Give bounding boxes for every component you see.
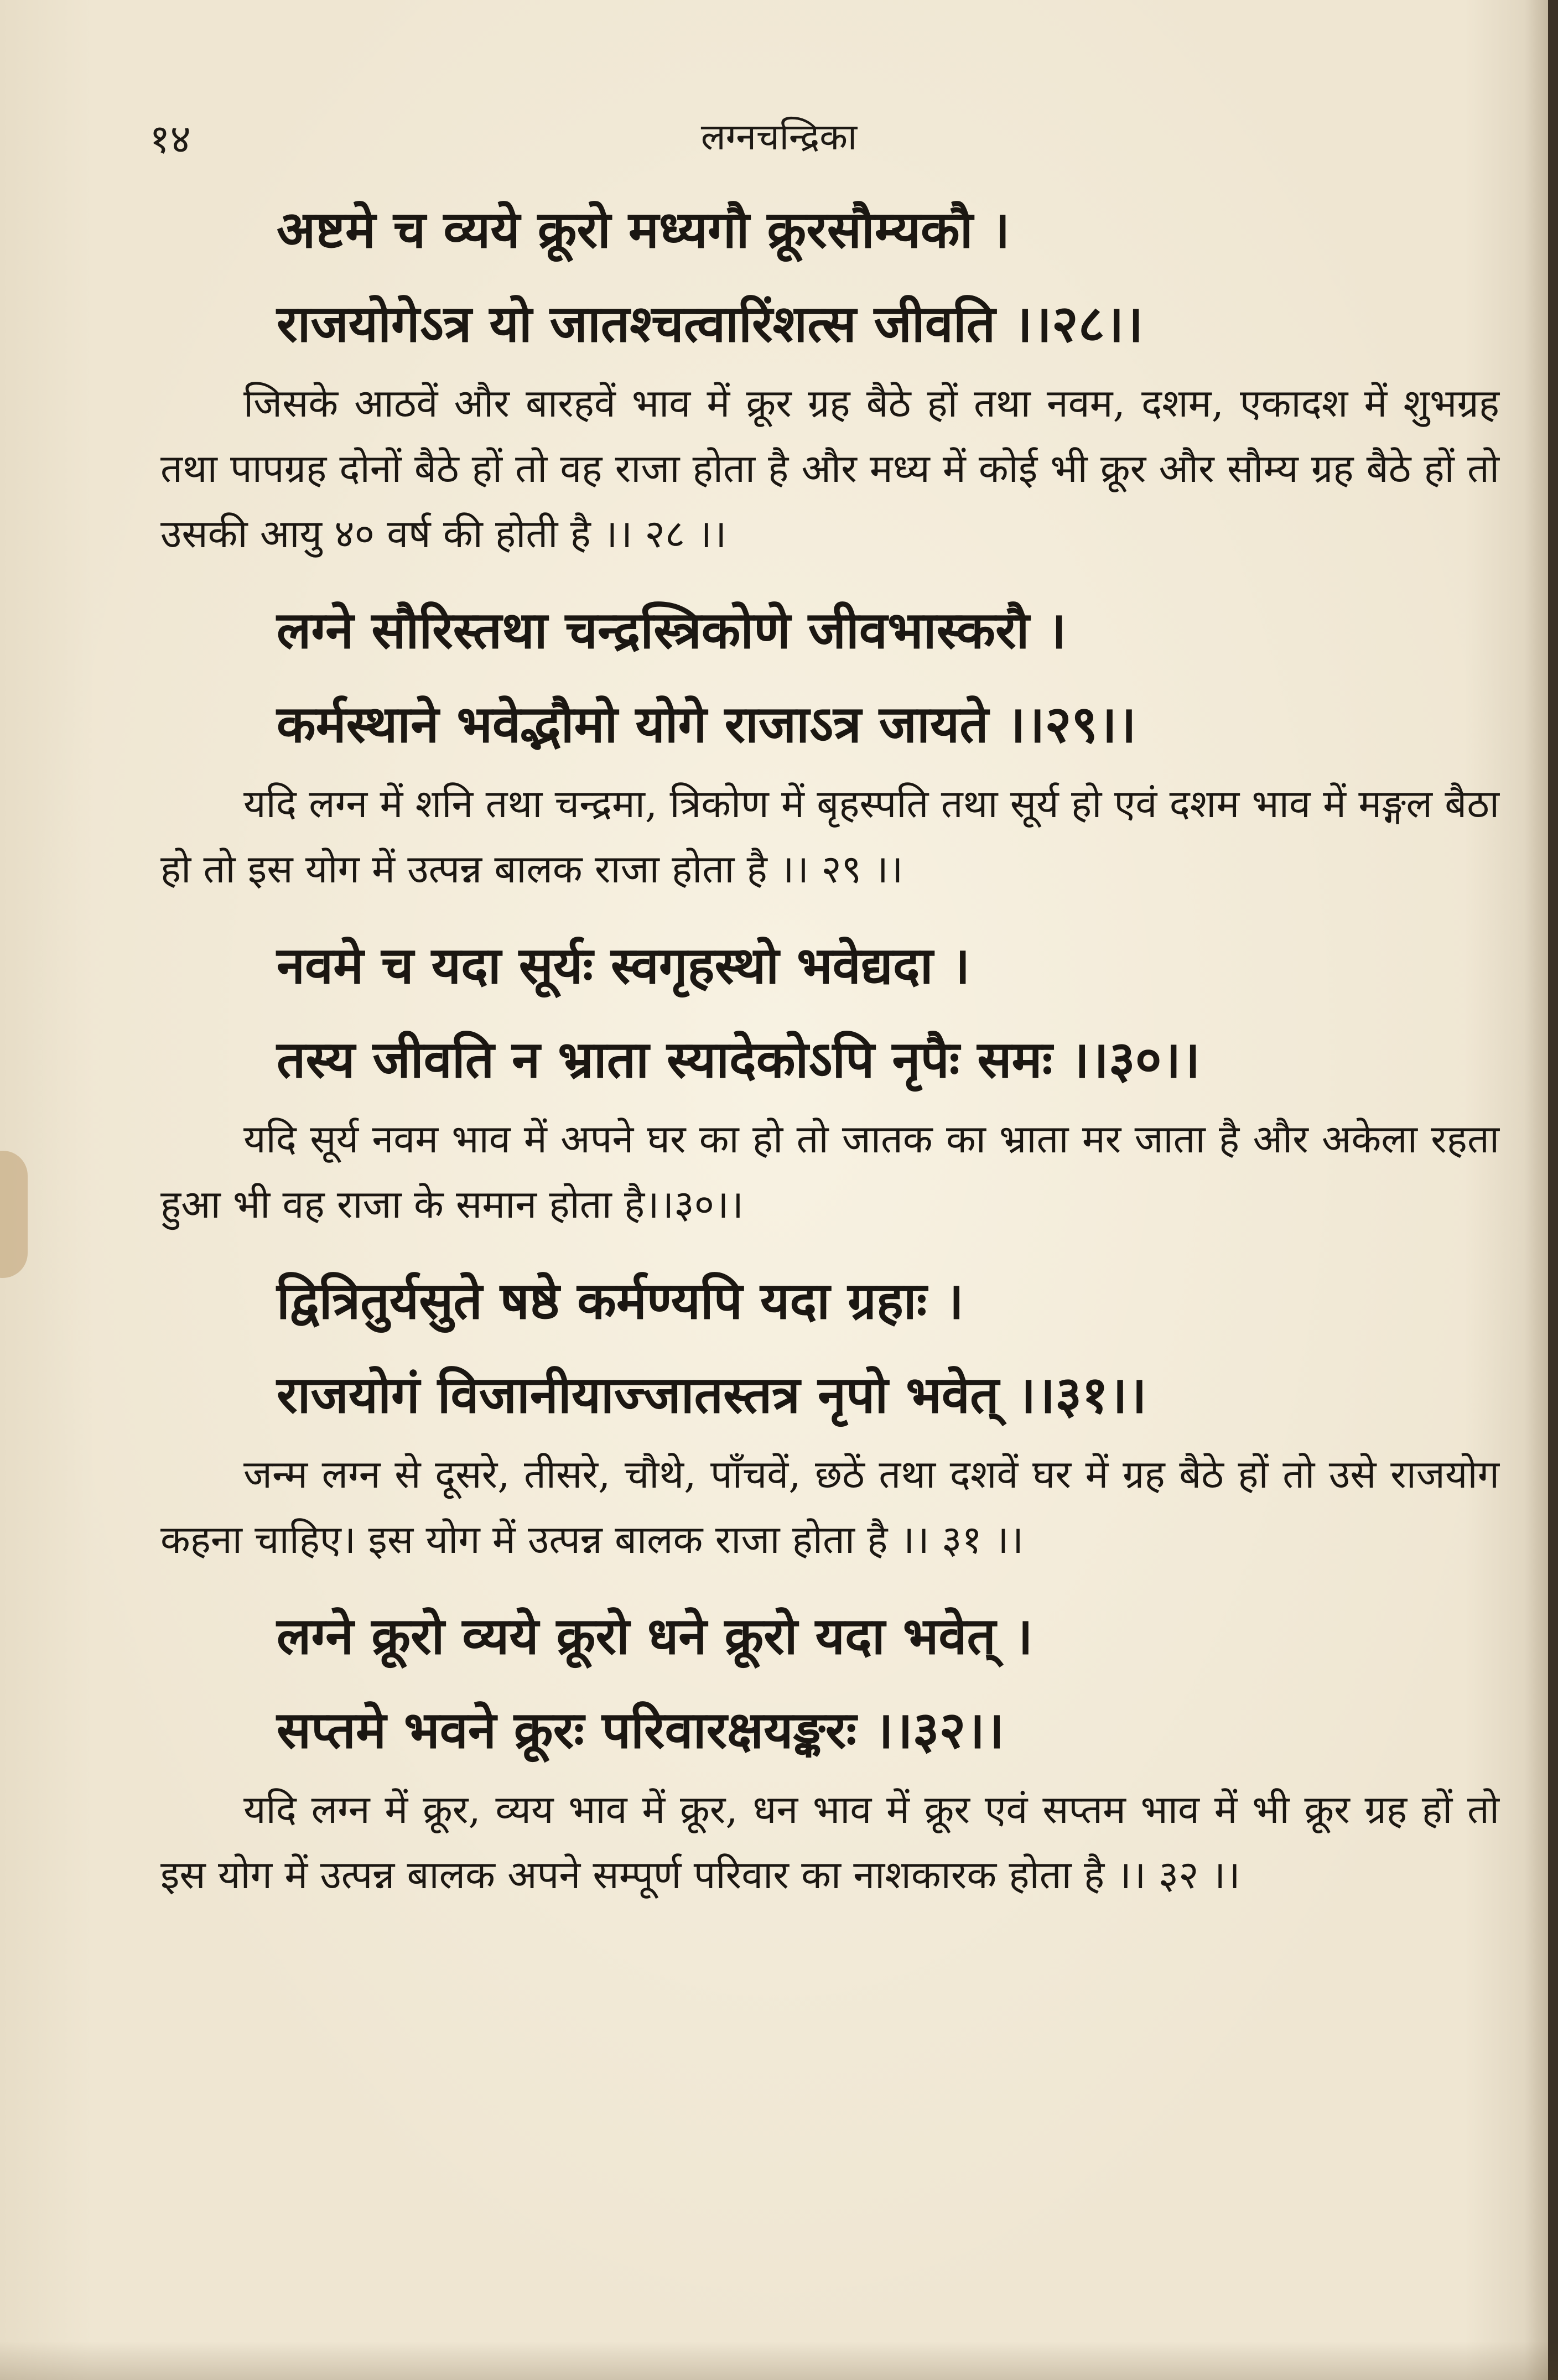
running-title: लग्नचन्द्रिका bbox=[700, 116, 858, 158]
verse-line: कर्मस्थाने भवेद्भौमो योगे राजाऽत्र जायते ।।२९।। bbox=[277, 694, 1136, 754]
hindi-commentary: यदि सूर्य नवम भाव में अपने घर का हो तो जातक का भ्राता मर जाता है और अकेला रहता हुआ भी वह राजा के समान होता है।।३०।। bbox=[160, 1116, 1499, 1227]
verse-section-31 bbox=[160, 1254, 1499, 1572]
hindi-commentary: जिसके आठवें और बारहवें भाव में क्रूर ग्रह बैठे हों तथा नवम, दशम, एकादश में शुभग्रह तथा पापग्रह दोनों बैठे हों तो वह राजा होता है और मध्य में कोई भी क्रूर और सौम्य ग्रह बैठे हों तो उसकी आयु ४० वर्ष की होती है ।। २८ ।। bbox=[160, 381, 1499, 557]
page-edge-binding bbox=[1548, 0, 1558, 2380]
verse-section-30 bbox=[160, 918, 1499, 1237]
page-content bbox=[160, 183, 1499, 1924]
page-number: १४ bbox=[149, 116, 191, 162]
verse-line: लग्ने सौरिस्तथा चन्द्रस्त्रिकोणे जीवभास्करौ । bbox=[277, 600, 1067, 660]
verse-line: राजयोगेऽत्र यो जातश्चत्वारिंशत्स जीवति ।।२८।। bbox=[277, 294, 1144, 354]
verse-line: तस्य जीवति न भ्राता स्यादेकोऽपि नृपैः समः ।।३०।। bbox=[277, 1030, 1201, 1089]
verse-section-29 bbox=[160, 583, 1499, 902]
verse-line: सप्तमे भवने क्रूरः परिवारक्षयङ्करः ।।३२।। bbox=[277, 1700, 1005, 1760]
verse-line: अष्टमे च व्यये क्रूरो मध्यगौ क्रूरसौम्यकौ । bbox=[277, 200, 1010, 259]
hindi-commentary: यदि लग्न में शनि तथा चन्द्रमा, त्रिकोण में बृहस्पति तथा सूर्य हो एवं दशम भाव में मङ्गल बैठा हो तो इस योग में उत्पन्न बालक राजा होता है ।। २९ ।। bbox=[160, 781, 1499, 892]
verse-line: द्वित्रितुर्यसुते षष्ठे कर्मण्यपि यदा ग्रहाः । bbox=[277, 1271, 964, 1331]
verse-line: नवमे च यदा सूर्यः स्वगृहस्थो भवेद्यदा । bbox=[277, 936, 970, 995]
page-edge-shadow-bottom bbox=[0, 2341, 1558, 2380]
thumb-shadow bbox=[0, 1151, 28, 1278]
hindi-commentary: यदि लग्न में क्रूर, व्यय भाव में क्रूर, धन भाव में क्रूर एवं सप्तम भाव में भी क्रूर ग्रह हों तो इस योग में उत्पन्न बालक अपने सम्पूर्ण परिवार का नाशकारक होता है ।। ३२ ।। bbox=[160, 1787, 1499, 1898]
verse-line: राजयोगं विजानीयाज्जातस्तत्र नृपो भवेत् ।।३१।। bbox=[277, 1365, 1147, 1425]
hindi-commentary: जन्म लग्न से दूसरे, तीसरे, चौथे, पाँचवें, छठें तथा दशवें घर में ग्रह बैठे हों तो उसे राजयोग कहना चाहिए। इस योग में उत्पन्न बालक राजा होता है ।। ३१ ।। bbox=[160, 1452, 1499, 1562]
verse-section-28 bbox=[160, 183, 1499, 567]
verse-section-32 bbox=[160, 1589, 1499, 1908]
verse-line: लग्ने क्रूरो व्यये क्रूरो धने क्रूरो यदा भवेत् । bbox=[277, 1606, 1033, 1666]
page-header bbox=[0, 105, 1558, 160]
